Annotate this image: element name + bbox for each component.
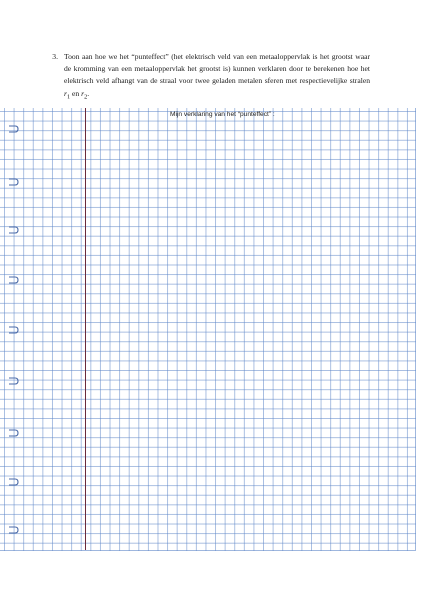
binder-hole-icon — [8, 125, 20, 133]
question-number: 3 . — [0, 51, 58, 63]
question-3 — [52, 51, 370, 103]
binder-hole-icon — [8, 429, 20, 437]
binder-hole-icon — [8, 276, 20, 284]
symbol-r1: r — [64, 88, 67, 98]
binder-hole-icon — [8, 377, 20, 385]
symbol-r1-subscript: 1 — [66, 93, 71, 101]
graph-paper-answer-area[interactable] — [0, 108, 416, 551]
margin-line — [85, 108, 86, 550]
question-text-end: . — [87, 88, 90, 98]
binder-hole-icon — [8, 478, 20, 486]
symbol-r2: r — [81, 88, 85, 98]
binder-hole-icon — [8, 526, 20, 534]
symbol-r2-subscript: 2 — [84, 93, 88, 101]
binder-hole-icon — [8, 226, 20, 234]
question-text-connector: en — [70, 88, 82, 98]
binder-hole-icon — [8, 178, 20, 186]
binder-hole-icon — [8, 326, 20, 334]
question-text: Toon aan hoe we het “punteffect” (het elektrisch veld van een metaaloppervlak is het grootst waar de kromming van een metaaloppervlak het grootst is) kunnen verklaren door te berekenen hoe het elektrisch veld afhangt van de straal voor twee geladen metalen sferen met respectievelijke stralen — [64, 52, 370, 86]
answer-heading: Mijn verklaring van het “punteffect” : — [170, 111, 275, 118]
